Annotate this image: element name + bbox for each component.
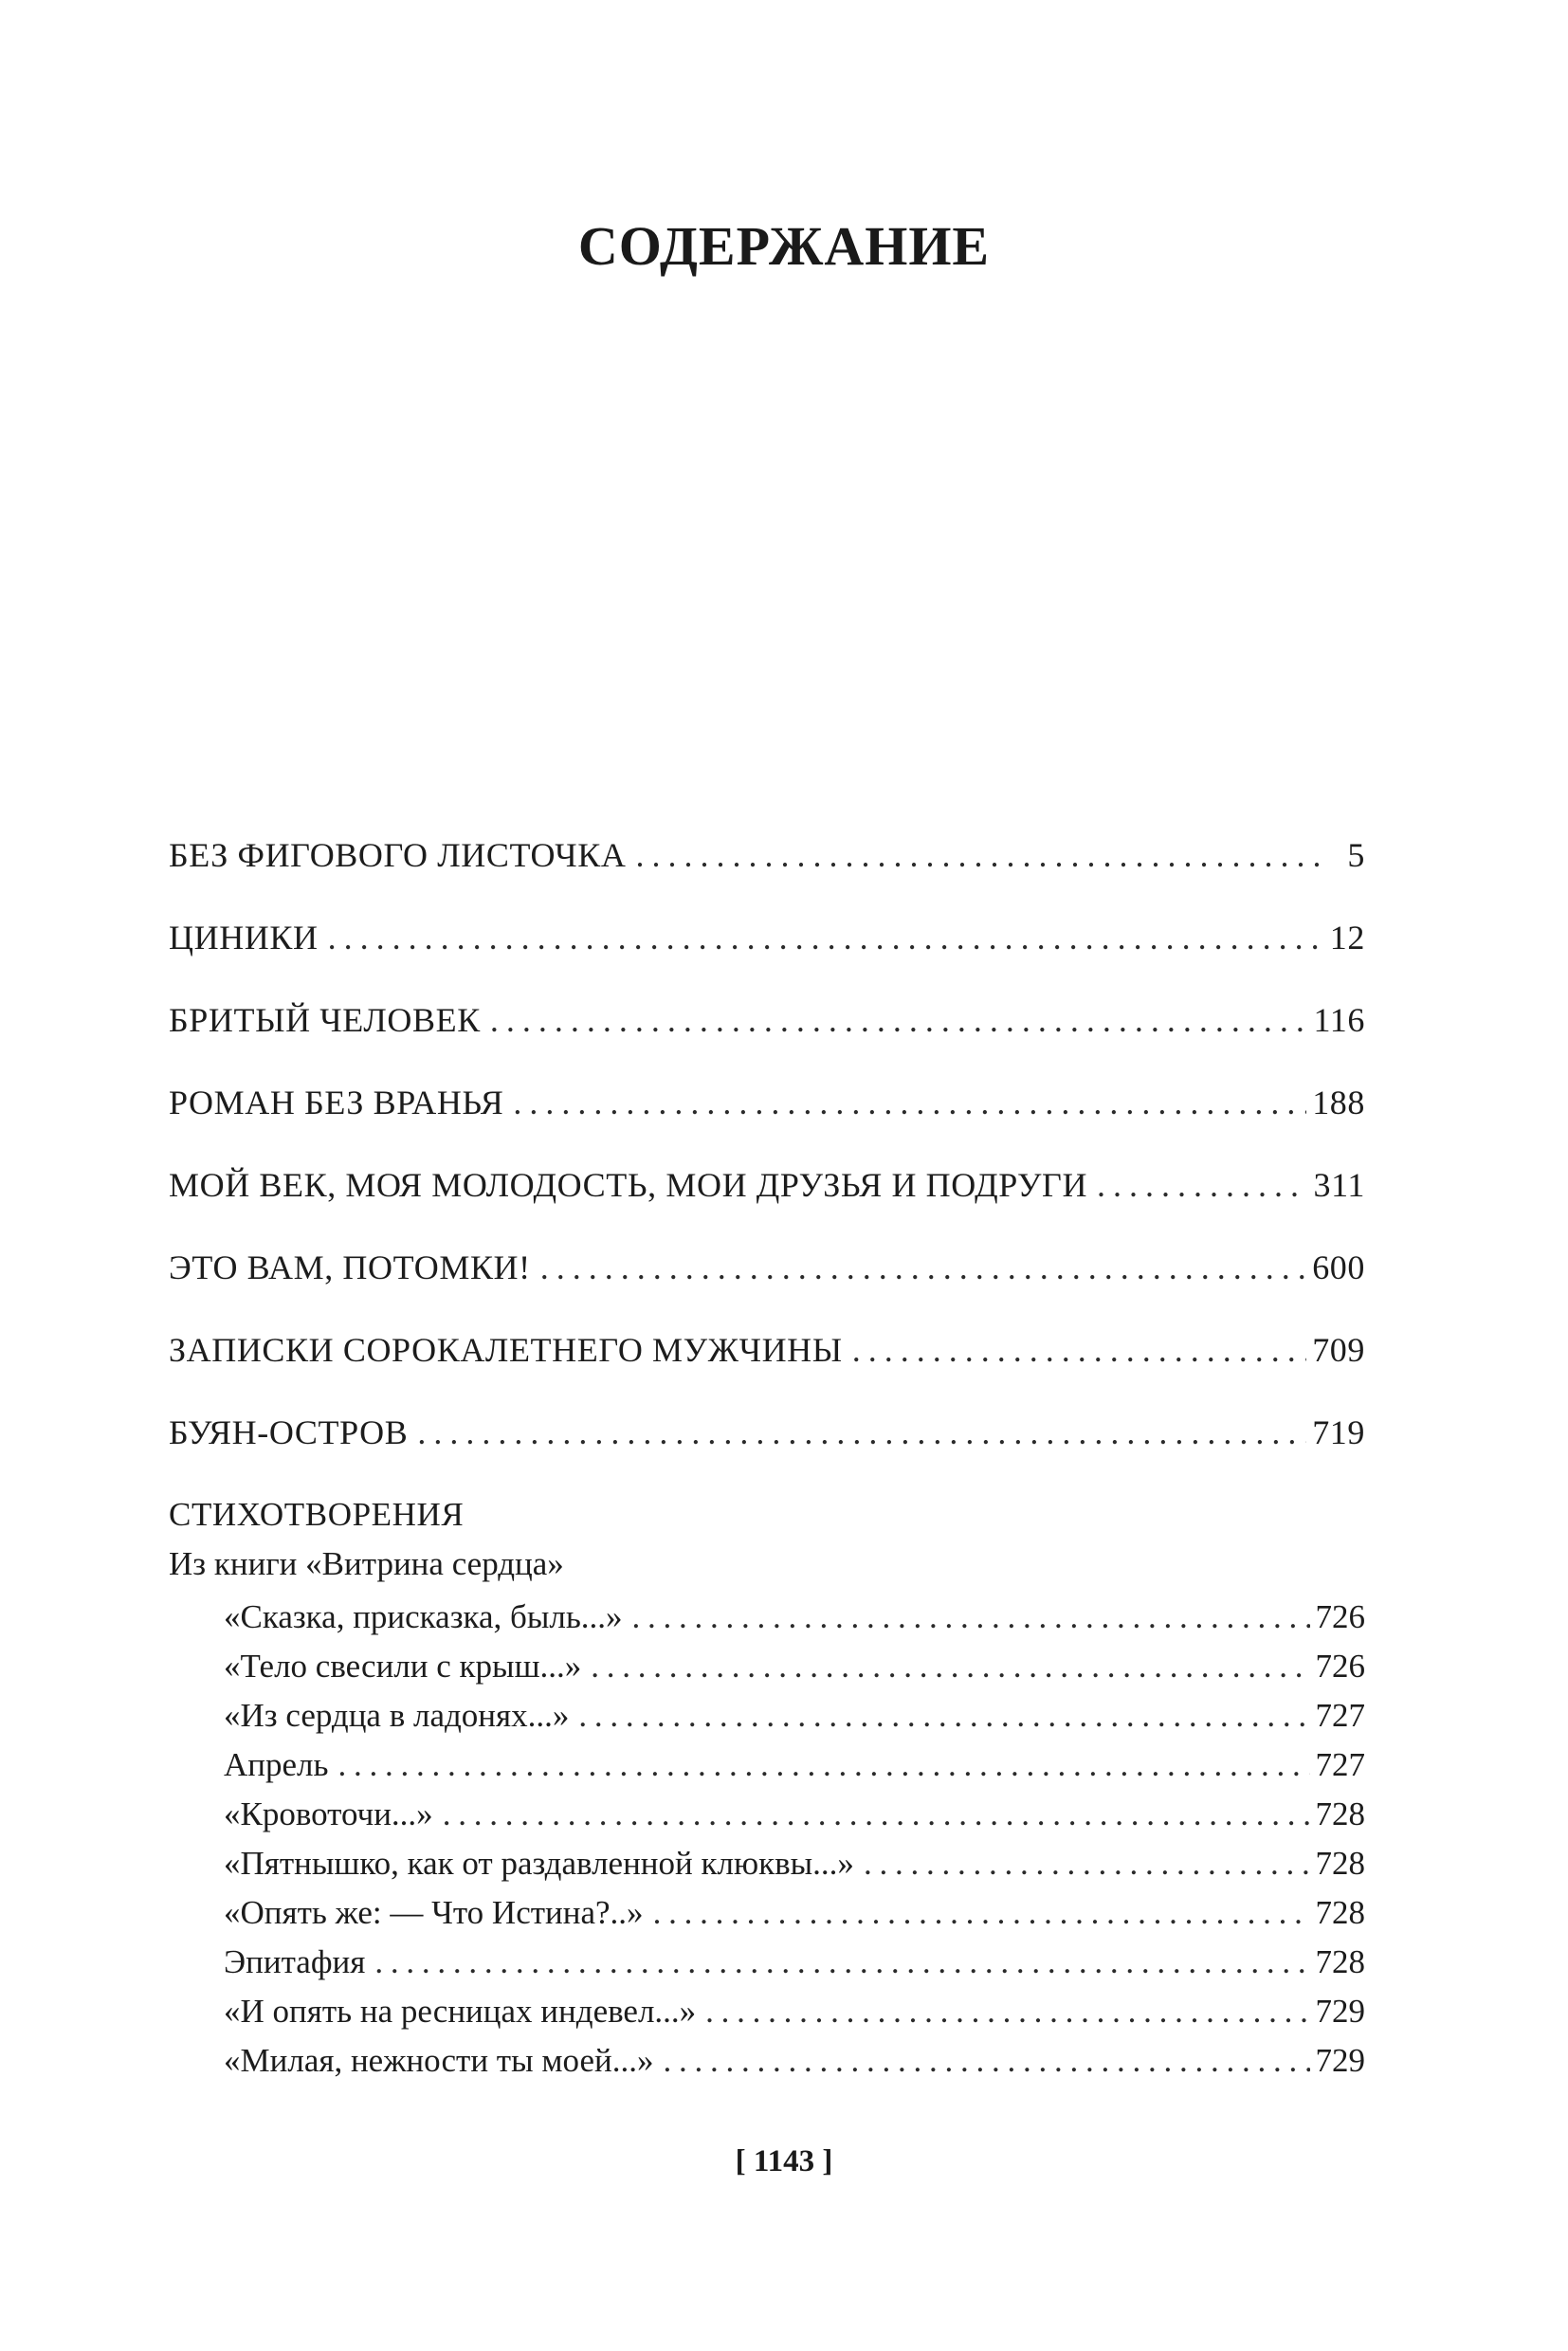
toc-poem-entry[interactable] xyxy=(169,1839,1365,1888)
toc-entry[interactable] xyxy=(169,1247,1365,1329)
table-of-contents xyxy=(169,834,1365,2086)
toc-poem-entry[interactable] xyxy=(169,1740,1365,1790)
toc-entry-page: 728 xyxy=(1315,1795,1365,1832)
page-title: СОДЕРЖАНИЕ xyxy=(577,215,991,277)
toc-entry-page: 12 xyxy=(1329,919,1365,957)
toc-entry-page: 116 xyxy=(1313,1001,1365,1039)
toc-entry-page: 709 xyxy=(1312,1331,1365,1369)
toc-poem-entry[interactable] xyxy=(169,1938,1365,1987)
toc-poem-entry[interactable] xyxy=(169,1888,1365,1938)
toc-poem-entry[interactable] xyxy=(169,1593,1365,1642)
toc-entry-title: ЦИНИКИ xyxy=(169,919,319,957)
toc-entry-title: «Пятнышко, как от раздавленной клюквы...» xyxy=(224,1845,854,1882)
toc-entry-page: 728 xyxy=(1315,1894,1365,1931)
dot-leader xyxy=(443,1790,1310,1839)
toc-poem-entry[interactable] xyxy=(169,2036,1365,2086)
toc-entry-page: 727 xyxy=(1315,1746,1365,1783)
toc-entry-page: 311 xyxy=(1313,1166,1365,1204)
toc-entry-title: БРИТЫЙ ЧЕЛОВЕК xyxy=(169,1001,481,1039)
toc-entry-title: БЕЗ ФИГОВОГО ЛИСТОЧКА xyxy=(169,836,627,874)
dot-leader xyxy=(578,1691,1309,1740)
toc-entry-page: 719 xyxy=(1312,1413,1365,1451)
toc-entry[interactable] xyxy=(169,1329,1365,1412)
dot-leader xyxy=(864,1839,1310,1888)
toc-entry[interactable] xyxy=(169,917,1365,999)
toc-entry-title: «И опять на ресницах индевел...» xyxy=(224,1993,697,2030)
toc-entry-title: «Из сердца в ладонях...» xyxy=(224,1697,570,1734)
toc-entry-page: 729 xyxy=(1315,2042,1365,2079)
toc-entry-page: 726 xyxy=(1315,1648,1365,1685)
dot-leader xyxy=(490,999,1308,1041)
dot-leader xyxy=(705,1987,1309,2036)
toc-entry-page: 188 xyxy=(1312,1084,1365,1121)
toc-entry-page: 728 xyxy=(1315,1943,1365,1980)
toc-entry-page: 600 xyxy=(1312,1248,1365,1286)
dot-leader xyxy=(653,1888,1310,1938)
toc-entry-title: ЗАПИСКИ СОРОКАЛЕТНЕГО МУЖЧИНЫ xyxy=(169,1331,843,1369)
toc-entry[interactable] xyxy=(169,999,1365,1082)
toc-entry[interactable] xyxy=(169,1164,1365,1247)
toc-entry-title: БУЯН-ОСТРОВ xyxy=(169,1413,409,1451)
dot-leader xyxy=(852,1329,1306,1371)
dot-leader xyxy=(1097,1164,1307,1206)
toc-poem-entry[interactable] xyxy=(169,1642,1365,1691)
toc-entry-title: Эпитафия xyxy=(224,1943,366,1980)
page-number: [ 1143 ] xyxy=(735,2144,833,2178)
toc-entry-page: 727 xyxy=(1315,1697,1365,1734)
toc-entry[interactable] xyxy=(169,834,1365,917)
dot-leader xyxy=(635,834,1322,876)
toc-poem-entry[interactable] xyxy=(169,1790,1365,1839)
toc-entry-title: Апрель xyxy=(224,1746,329,1783)
toc-entry-page: 726 xyxy=(1315,1598,1365,1635)
toc-entry-title: РОМАН БЕЗ ВРАНЬЯ xyxy=(169,1084,504,1121)
toc-poem-entry[interactable] xyxy=(169,1691,1365,1740)
toc-entry-title: ЭТО ВАМ, ПОТОМКИ! xyxy=(169,1248,531,1286)
dot-leader xyxy=(632,1593,1310,1642)
toc-entry-title: «Опять же: — Что Истина?..» xyxy=(224,1894,644,1931)
dot-leader xyxy=(591,1642,1309,1691)
toc-entry[interactable] xyxy=(169,1082,1365,1164)
dot-leader xyxy=(328,917,1322,958)
dot-leader xyxy=(374,1938,1309,1987)
toc-entry-page: 728 xyxy=(1315,1845,1365,1882)
toc-entry-title: «Тело свесили с крыш...» xyxy=(224,1648,582,1685)
dot-leader xyxy=(337,1740,1309,1790)
toc-entry-title: «Сказка, присказка, быль...» xyxy=(224,1598,623,1635)
toc-entry-page: 729 xyxy=(1315,1993,1365,2030)
dot-leader xyxy=(417,1412,1306,1453)
dot-leader xyxy=(663,2036,1309,2086)
dot-leader xyxy=(540,1247,1306,1288)
toc-entry-page: 5 xyxy=(1347,836,1365,874)
toc-entry-title: «Кровоточи...» xyxy=(224,1795,433,1832)
toc-entry-title: МОЙ ВЕК, МОЯ МОЛОДОСТЬ, МОИ ДРУЗЬЯ И ПОДРУГИ xyxy=(169,1166,1088,1204)
poems-book-heading: Из книги «Витрина сердца» xyxy=(169,1545,564,1582)
toc-poem-entry[interactable] xyxy=(169,1987,1365,2036)
poems-section-heading: СТИХОТВОРЕНИЯ xyxy=(169,1496,465,1533)
toc-entry[interactable] xyxy=(169,1412,1365,1494)
toc-entry-title: «Милая, нежности ты моей...» xyxy=(224,2042,654,2079)
dot-leader xyxy=(513,1082,1306,1123)
